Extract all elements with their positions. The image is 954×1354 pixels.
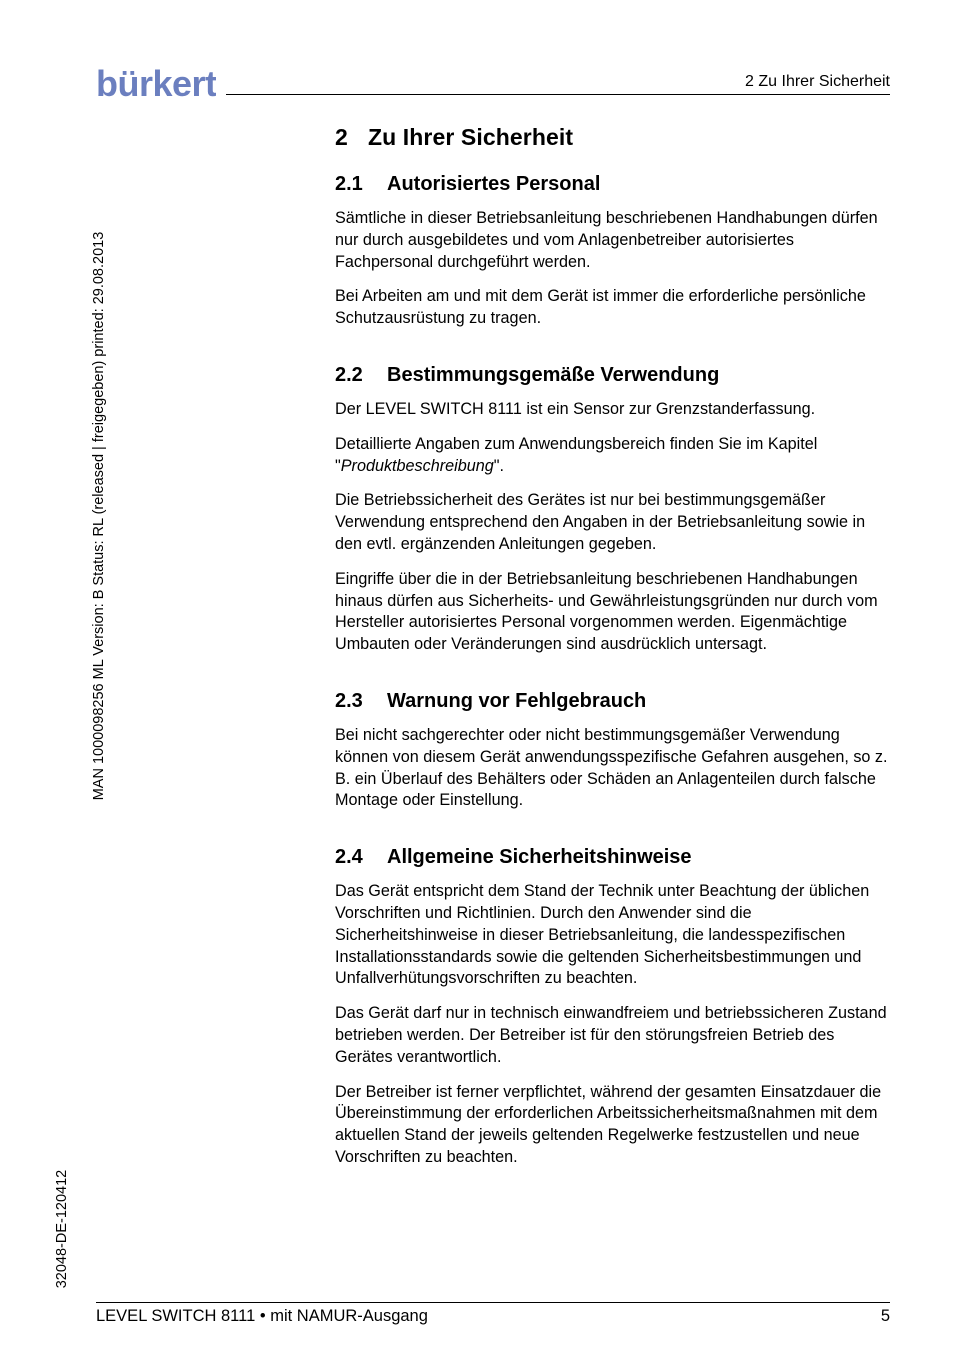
- section-title: Autorisiertes Personal: [387, 173, 601, 195]
- running-header: 2 Zu Ihrer Sicherheit: [745, 73, 890, 90]
- main-content: [335, 120, 895, 1203]
- section-number: 2.3: [335, 689, 363, 712]
- section-number: 2.4: [335, 846, 363, 869]
- svg-text:bürkert: bürkert: [96, 63, 216, 102]
- section-heading: [335, 364, 895, 387]
- paragraph: Sämtliche in dieser Betriebsanleitung beschriebenen Handhabungen dürfen nur durch ausgebildetes und vom Anlagenbetreiber autorisiertes Fachpersonal durchgeführt werden.: [335, 209, 878, 271]
- reference-lead: Detaillierte Angaben zum Anwendungsbereich finden Sie im Kapitel ": [335, 434, 818, 475]
- section-title: Allgemeine Sicherheitshinweise: [387, 846, 692, 869]
- side-document-meta: MAN 1000098256 ML Version: B Status: RL (released | freigegeben) printed: 29.08.2013: [91, 231, 107, 801]
- paragraph: Bei Arbeiten am und mit dem Gerät ist immer die erforderliche persönliche Schutzausrüstung zu tragen.: [335, 287, 866, 328]
- paragraph: Der LEVEL SWITCH 8111 ist ein Sensor zur Grenzstanderfassung.: [335, 399, 816, 418]
- header-rule: [226, 94, 890, 95]
- section-number: 2.2: [335, 363, 363, 386]
- paragraph: Bei nicht sachgerechter oder nicht bestimmungsgemäßer Verwendung können von diesem Gerät anwendungsspezifische Gefahren ausgehen, so z. B. ein Überlauf des Behälters oder Schäden an Anlagenteilen durch falsche Montage oder Einstellung.: [335, 725, 888, 810]
- section-number: 2.1: [335, 173, 363, 195]
- chapter-number: 2: [335, 124, 348, 150]
- section-heading: [335, 690, 895, 713]
- section-misuse-warning: [335, 690, 895, 812]
- chapter-reference: Produktbeschreibung: [340, 456, 494, 475]
- reference-end: ".: [493, 456, 504, 475]
- paragraph-with-reference: [335, 434, 895, 478]
- footer-rule: [96, 1302, 890, 1303]
- chapter-title: Zu Ihrer Sicherheit: [368, 124, 574, 150]
- chapter-heading: [335, 124, 895, 151]
- section-heading: [335, 173, 895, 196]
- paragraph: Das Gerät entspricht dem Stand der Technik unter Beachtung der üblichen Vorschriften und Richtlinien. Durch den Anwender sind die Sicherheitshinweise in dieser Betriebsanleitung, die landesspezifischen Installationsstandards sowie die geltenden Sicherheitsbestimmungen und Unfallverhütungsvorschriften zu beachten.: [335, 882, 870, 988]
- section-title: Bestimmungsgemäße Verwendung: [387, 363, 720, 386]
- paragraph: Die Betriebssicherheit des Gerätes ist nur bei bestimmungsgemäßer Verwendung entsprechend den Angaben in der Betriebsanleitung sowie in den evtl. ergänzenden Anleitungen gegeben.: [335, 491, 866, 553]
- paragraph: Der Betreiber ist ferner verpflichtet, während der gesamten Einsatzdauer die Übereinstimmung der erforderlichen Arbeitssicherheitsmaßnahmen mit dem aktuellen Stand der jeweils geltenden Regelwerke festzustellen und neue Vorschriften zu beachten.: [335, 1082, 882, 1166]
- page-number: 5: [880, 1307, 890, 1325]
- paragraph: Eingriffe über die in der Betriebsanleitung beschriebenen Handhabungen hinaus dürfen aus Sicherheits- und Gewährleistungsgründen nur durch vom Hersteller autorisiertes Personal vorgenommen werden. Eigenmächtige Umbauten oder Veränderungen sind ausdrücklich untersagt.: [335, 569, 878, 654]
- section-heading: [335, 846, 895, 869]
- side-document-code: 32048-DE-120412: [54, 1169, 70, 1289]
- buerkert-logo: [96, 62, 216, 102]
- paragraph: Das Gerät darf nur in technisch einwandfreiem und betriebssicheren Zustand betrieben werden. Der Betreiber ist für den störungsfreien Betrieb des Gerätes verantwortlich.: [335, 1004, 887, 1066]
- section-authorized-personnel: [335, 173, 895, 330]
- section-intended-use: [335, 364, 895, 656]
- section-general-safety: [335, 846, 895, 1169]
- footer-product-line: LEVEL SWITCH 8111 • mit NAMUR-Ausgang: [96, 1307, 428, 1325]
- section-title: Warnung vor Fehlgebrauch: [387, 689, 647, 712]
